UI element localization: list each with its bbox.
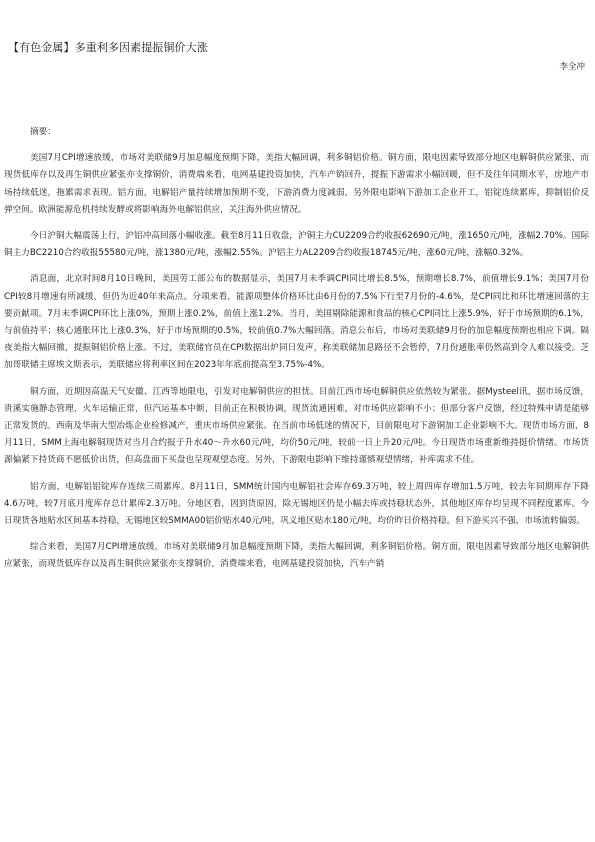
author-name: 李全冲 bbox=[559, 62, 585, 72]
paragraph-news: 消息面，北京时间8月10日晚间，美国劳工部公布的数据显示，美国7月未季调CPI同比增长8.5%，预期增长8.7%，前值增长9.1%；美国7月份CPI较8月增速有所减缓，但仍为近40年来高点。分项来看，能源项整体价格环比由6月份的7.5%下行至7月份的-4.6%，是CPI同比和环比增速回落的主要贡献项。7月未季调CPI环比上涨0%，预期上涨0.2%，前值上涨1.2%。当月，美国剔除能源和食品的核心CPI同比上涨5.9%，好于市场预期的6.1%，与前值持平；核心通胀环比上涨0.3%，好于市场预期的0.5%，较前值0.7%大幅回落。消息公布后，市场对美联储9月份的加息幅度预期也相应下调。隔夜美指大幅回撤，提振铜铝价格上涨。不过，美联储官员在CPI数据出炉同日发声，称美联储加息路径不会暂停，7月份通胀率仍然高到令人难以接受。芝加哥联储主席埃文斯表示，美联储应将利率区间在2023年年底前提高至3.75%-4%。 bbox=[4, 274, 589, 371]
abstract-label: 摘要： bbox=[30, 127, 56, 137]
paragraph-market-close: 今日沪铜大幅震荡上行，沪铝冲高回落小幅收涨。截至8月11日收盘，沪铜主力CU2209合约收报62690元/吨，涨1650元/吨，涨幅2.70%。国际铜主力BC2210合约收报55580元/吨，涨1380元/吨，涨幅2.55%。沪铝主力AL2209合约收报18745元/吨，涨60元/吨，涨幅0.32%。 bbox=[4, 231, 589, 259]
paragraph-conclusion: 综合来看，美国7月CPI增速放缓，市场对美联储9月加息幅度预期下降，美指大幅回调，利多铜铝价格。铜方面，限电因素导致部分地区电解铜供应紧张，而现货低库存以及再生铜供应紧张亦支撑铜价，消费端来看，电网基建投资加快，汽车产销 bbox=[4, 542, 589, 570]
paragraph-summary: 美国7月CPI增速放缓，市场对美联储9月加息幅度预期下降，美指大幅回调，利多铜铝价格。铜方面，限电因素导致部分地区电解铜供应紧张，而现货低库存以及再生铜供应紧张亦支撑铜价，消费端来看，电网基建投资加快，汽车产销回升，提振下游需求小幅回暖，但不及往年同期水平，房地产市场持续低迷，拖累需求表现。铝方面，电解铝产量持续增加预期不变，下游消费力度减弱，另外限电影响下游加工企业开工，铝锭连续累库，抑制铝价反弹空间。欧洲能源危机持续发酵或将影响海外电解铝供应，关注海外供应情况。 bbox=[4, 153, 589, 215]
document-title: 【有色金属】多重利多因素提振铜价大涨 bbox=[8, 41, 208, 54]
document-body bbox=[4, 124, 589, 583]
paragraph-aluminum: 铝方面，电解铝铝锭库存连续三周累库。8月11日，SMM统计国内电解铝社会库存69.3万吨，较上周四库存增加1.5万吨，较去年同期库存下降4.6万吨，较7月底月度库存总计累库2.3万吨。分地区看，因到货原因，除无锡地区仍是小幅去库或持稳状态外，其他地区库存均呈现不同程度累库。今日现货各地贴水区间基本持稳，无锡地区较SMMA00铝价贴水40元/吨，巩义地区贴水180元/吨，均价昨日价格持稳。但下游买兴不强，市场流转偏弱。 bbox=[4, 481, 589, 527]
paragraph-copper: 铜方面，近期因高温天气安徽、江西等地限电，引发对电解铜供应的担忧。目前江西市场电解铜供应依然较为紧张。据Mysteel讯，据市场反馈，贵溪实施静态管理，火车运输正常，但汽运基本中断，目前正在积极协调，现货流通困难，对市场供应影响不小；但部分客户反馈，经过特殊申请是能够正常发货的。西南及华南大型冶炼企业检修减产，重庆市场供应紧张。在当前市场低迷的情况下，目前限电对下游铜加工企业影响不大。现货市场方面，8月11日，SMM上海电解铜现货对当月合约报于升水40～升水60元/吨，均价50元/吨，较前一日上升20元/吨。今日现货市场重新维持挺价情绪。市场货源偏紧下持货商不愿低价出货，但高盘面下买盘也呈现观望态度。另外，下游限电影响下维持谨慎观望情绪，补库需求不佳。 bbox=[4, 386, 589, 466]
